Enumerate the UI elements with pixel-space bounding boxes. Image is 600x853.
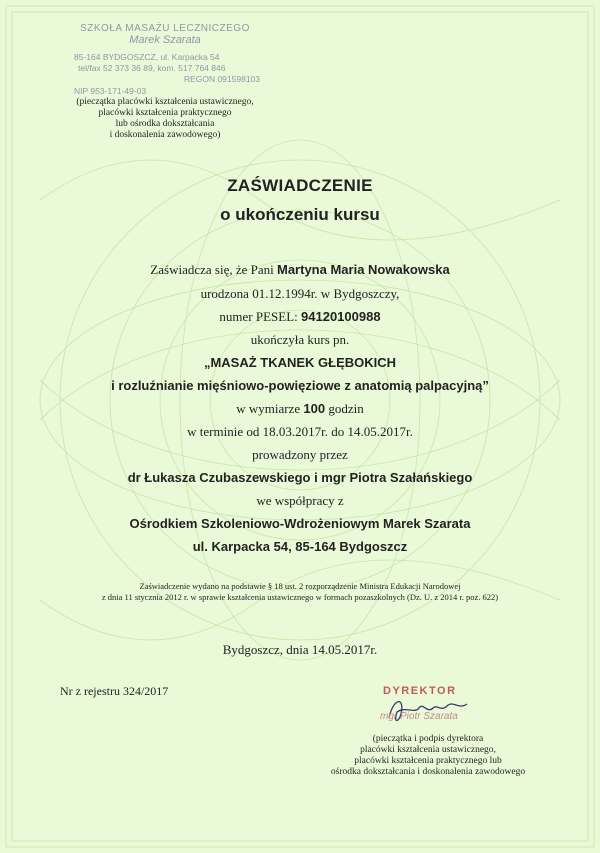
conducted-by-label: prowadzony przez (252, 447, 348, 462)
stamp-phone: tel/fax 52 373 36 89, kom. 517 764 846 (78, 63, 226, 73)
stamp-nip: NIP 953-171-49-03 (74, 86, 147, 96)
institution-stamp (60, 20, 270, 96)
stamp-caption-line: i doskonalenia zawodowego) (109, 130, 221, 140)
birth-info: urodzona 01.12.1994r. w Bydgoszczy, (200, 286, 400, 301)
ornament-ring (60, 160, 540, 640)
stamp-caption-line: placówki kształcenia praktycznego (98, 108, 232, 118)
hours-suffix: godzin (325, 401, 364, 416)
ornament-wave (40, 160, 560, 240)
pesel-label: numer PESEL: (219, 309, 302, 324)
place-and-date: Bydgoszcz, dnia 14.05.2017r. (222, 642, 378, 657)
signature-caption-line: (pieczątka i podpis dyrektora (372, 734, 484, 744)
stamp-caption (55, 97, 275, 141)
handwritten-signature (375, 684, 485, 734)
stamp-caption-line: (pieczątka placówki kształcenia ustawicznego, (76, 97, 254, 107)
signature-caption-line: ośrodka dokształcania i doskonalenia zawodowego (330, 767, 526, 777)
completed-course-label: ukończyła kurs pn. (250, 332, 350, 347)
registry-number: Nr z rejestru 324/2017 (60, 684, 169, 698)
director-stamp-name: mgr Piotr Szarata (380, 711, 458, 722)
stamp-address: 85-164 BYDGOSZCZ, ul. Karpacka 54 (74, 52, 220, 62)
stamp-school-name: SZKOŁA MASAŻU LECZNICZEGO (80, 23, 250, 34)
legal-basis-line: Zaświadczenie wydano na podstawie § 18 ust. 2 rozporządzenie Ministra Edukacji Narodowej (139, 581, 461, 591)
partner-address: ul. Karpacka 54, 85-164 Bydgoszcz (192, 539, 408, 554)
document-subtitle: o ukończeniu kursu (220, 205, 380, 224)
document-title: ZAŚWIADCZENIE (227, 176, 373, 195)
legal-basis-line: z dnia 11 stycznia 2012 r. w sprawie kształcenia ustawicznego w formach pozaszkolnych (Dz. U. z 2014 r. poz. 622) (101, 592, 499, 602)
partner-center: Ośrodkiem Szkoleniowo-Wdrożeniowym Marek Szarata (129, 516, 471, 531)
signature-caption (308, 734, 548, 778)
signature-caption-line: placówki kształcenia ustawicznego, (360, 745, 496, 755)
pesel-number: 94120100988 (301, 309, 381, 324)
attestation-line (0, 262, 600, 278)
stamp-regon: REGON 091598103 (183, 74, 260, 84)
course-dates: w terminie od 18.03.2017r. do 14.05.2017r. (187, 424, 413, 439)
course-name-line1: „MASAŻ TKANEK GŁĘBOKICH (203, 355, 397, 370)
legal-basis (0, 581, 600, 603)
cooperation-label: we współpracy z (256, 493, 344, 508)
signature-caption-line: placówki kształcenia praktycznego lub (354, 756, 502, 766)
pesel-line (0, 309, 600, 325)
course-name-line2: i rozluźnianie mięśniowo-powięziowe z anatomią palpacyjną” (111, 378, 489, 393)
director-stamp-label: DYREKTOR (383, 685, 457, 697)
hours-value: 100 (303, 401, 326, 416)
recipient-name: Martyna Maria Nowakowska (277, 262, 450, 277)
instructors: dr Łukasza Czubaszewskiego i mgr Piotra Szałańskiego (127, 470, 473, 485)
attestation-prefix: Zaświadcza się, że Pani (150, 262, 277, 277)
stamp-owner: Marek Szarata (129, 34, 201, 46)
stamp-caption-line: lub ośrodka dokształcania (115, 119, 215, 129)
hours-prefix: w wymiarze (236, 401, 304, 416)
course-hours (0, 401, 600, 417)
